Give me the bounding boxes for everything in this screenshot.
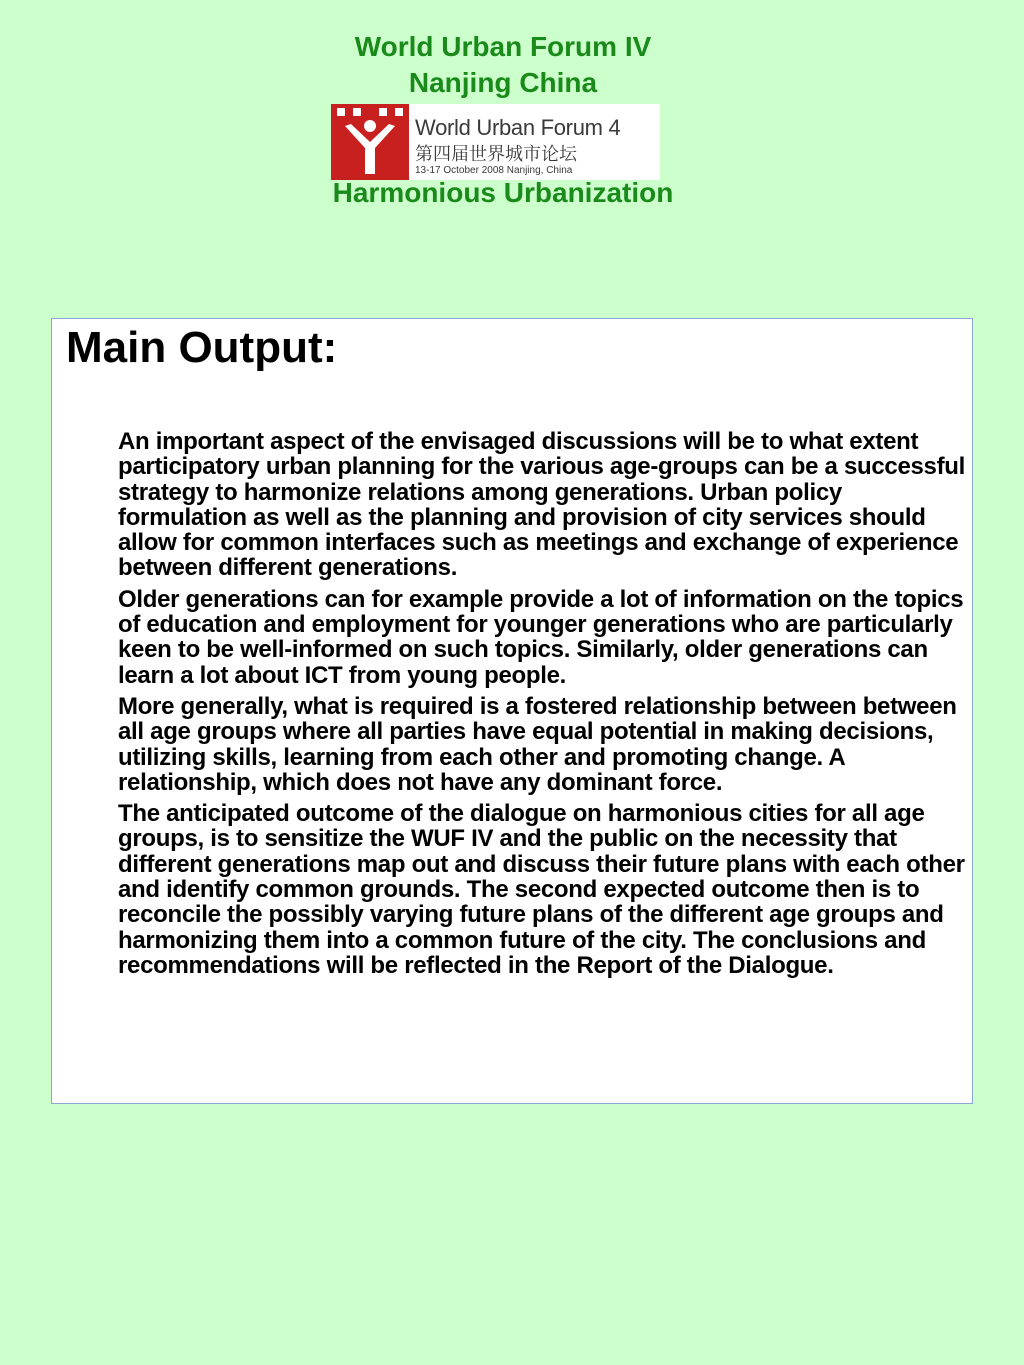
body-paragraph: Older generations can for example provide a lot of information on the topics of education and employment for younger generations who are particularly keen to be well-informed on such topics. Similarly, older generations can learn a lot about ICT from young people. bbox=[118, 585, 964, 689]
wuf-logo bbox=[331, 104, 660, 180]
main-body bbox=[118, 429, 968, 984]
wuf-emblem-icon bbox=[331, 104, 409, 180]
logo-title: World Urban Forum 4 bbox=[415, 115, 621, 140]
header-title: World Urban Forum IV bbox=[354, 31, 652, 62]
main-output-panel bbox=[51, 318, 973, 1104]
logo-chinese-title: 第四届世界城市论坛 bbox=[415, 144, 577, 164]
main-heading: Main Output: bbox=[66, 323, 338, 372]
body-paragraph: An important aspect of the envisaged discussions will be to what extent participatory urban planning for the various age-groups can be a successful strategy to harmonize relations among generations. Urban policy formulation as well as the planning and provision of city services should allow for common interfaces such as meetings and exchange of experience between different generations. bbox=[118, 428, 966, 582]
header-theme: Harmonious Urbanization bbox=[332, 177, 674, 208]
body-paragraph: More generally, what is required is a fostered relationship between between all age groups where all parties have equal potential in making decisions, utilizing skills, learning from each other and promoting change. A relationship, which does not have any dominant force. bbox=[118, 692, 957, 796]
logo-dates: 13-17 October 2008 Nanjing, China bbox=[415, 165, 573, 176]
header-location: Nanjing China bbox=[408, 67, 598, 98]
body-paragraph: The anticipated outcome of the dialogue on harmonious cities for all age groups, is to sensitize the WUF IV and the public on the necessity that different generations map out and discuss their future plans with each other and identify common grounds. The second expected outcome then is to reconcile the possibly varying future plans of the different age groups and harmonizing them into a common future of the city. The conclusions and recommendations will be reflected in the Report of the Dialogue. bbox=[118, 800, 965, 979]
